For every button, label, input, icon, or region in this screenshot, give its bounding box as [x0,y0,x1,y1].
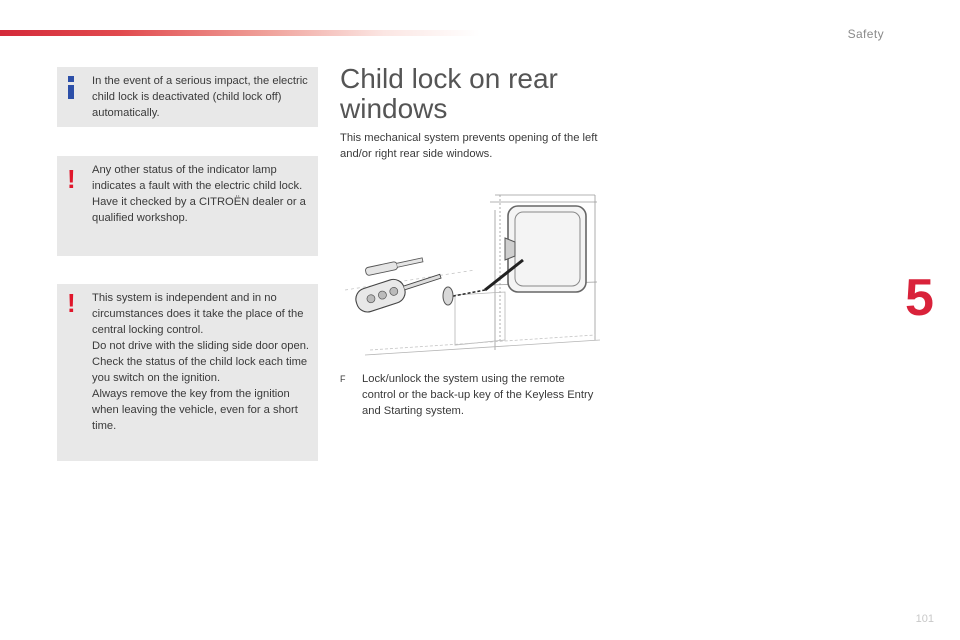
info-box [57,67,318,127]
action-text: Lock/unlock the system using the remote control or the back-up key of the Keyless Entry and Starting system. [362,373,594,417]
header-accent-bar [0,30,480,36]
page-number: 101 [915,613,934,625]
page-title: Child lock on rear windows [340,63,558,124]
warning-text: This system is independent and in no circumstances does it take the place of the central locking control. [92,292,304,336]
warning-text: Check the status of the child lock each time you switch on the ignition. [92,356,308,384]
intro-text: This mechanical system prevents opening of the left and/or right rear side windows. [340,132,598,160]
step-bullet: F [340,374,346,384]
action-step [340,371,600,419]
warning-text: Do not drive with the sliding side door open. [92,340,310,352]
warning-icon: ! [67,164,76,194]
warning-text: Always remove the key from the ignition when leaving the vehicle, even for a short time. [92,388,298,432]
warning-box-independent [57,284,318,461]
section-label: Safety [847,27,884,41]
child-lock-illustration [345,190,605,360]
warning-text: Any other status of the indicator lamp indicates a fault with the electric child lock. [92,164,303,192]
chapter-number: 5 [905,269,934,327]
warning-icon: ! [67,288,76,318]
info-text: In the event of a serious impact, the electric child lock is deactivated (child lock off) automatically. [92,75,308,119]
warning-text: Have it checked by a CITROËN dealer or a qualified workshop. [92,196,306,224]
warning-box-fault [57,156,318,256]
